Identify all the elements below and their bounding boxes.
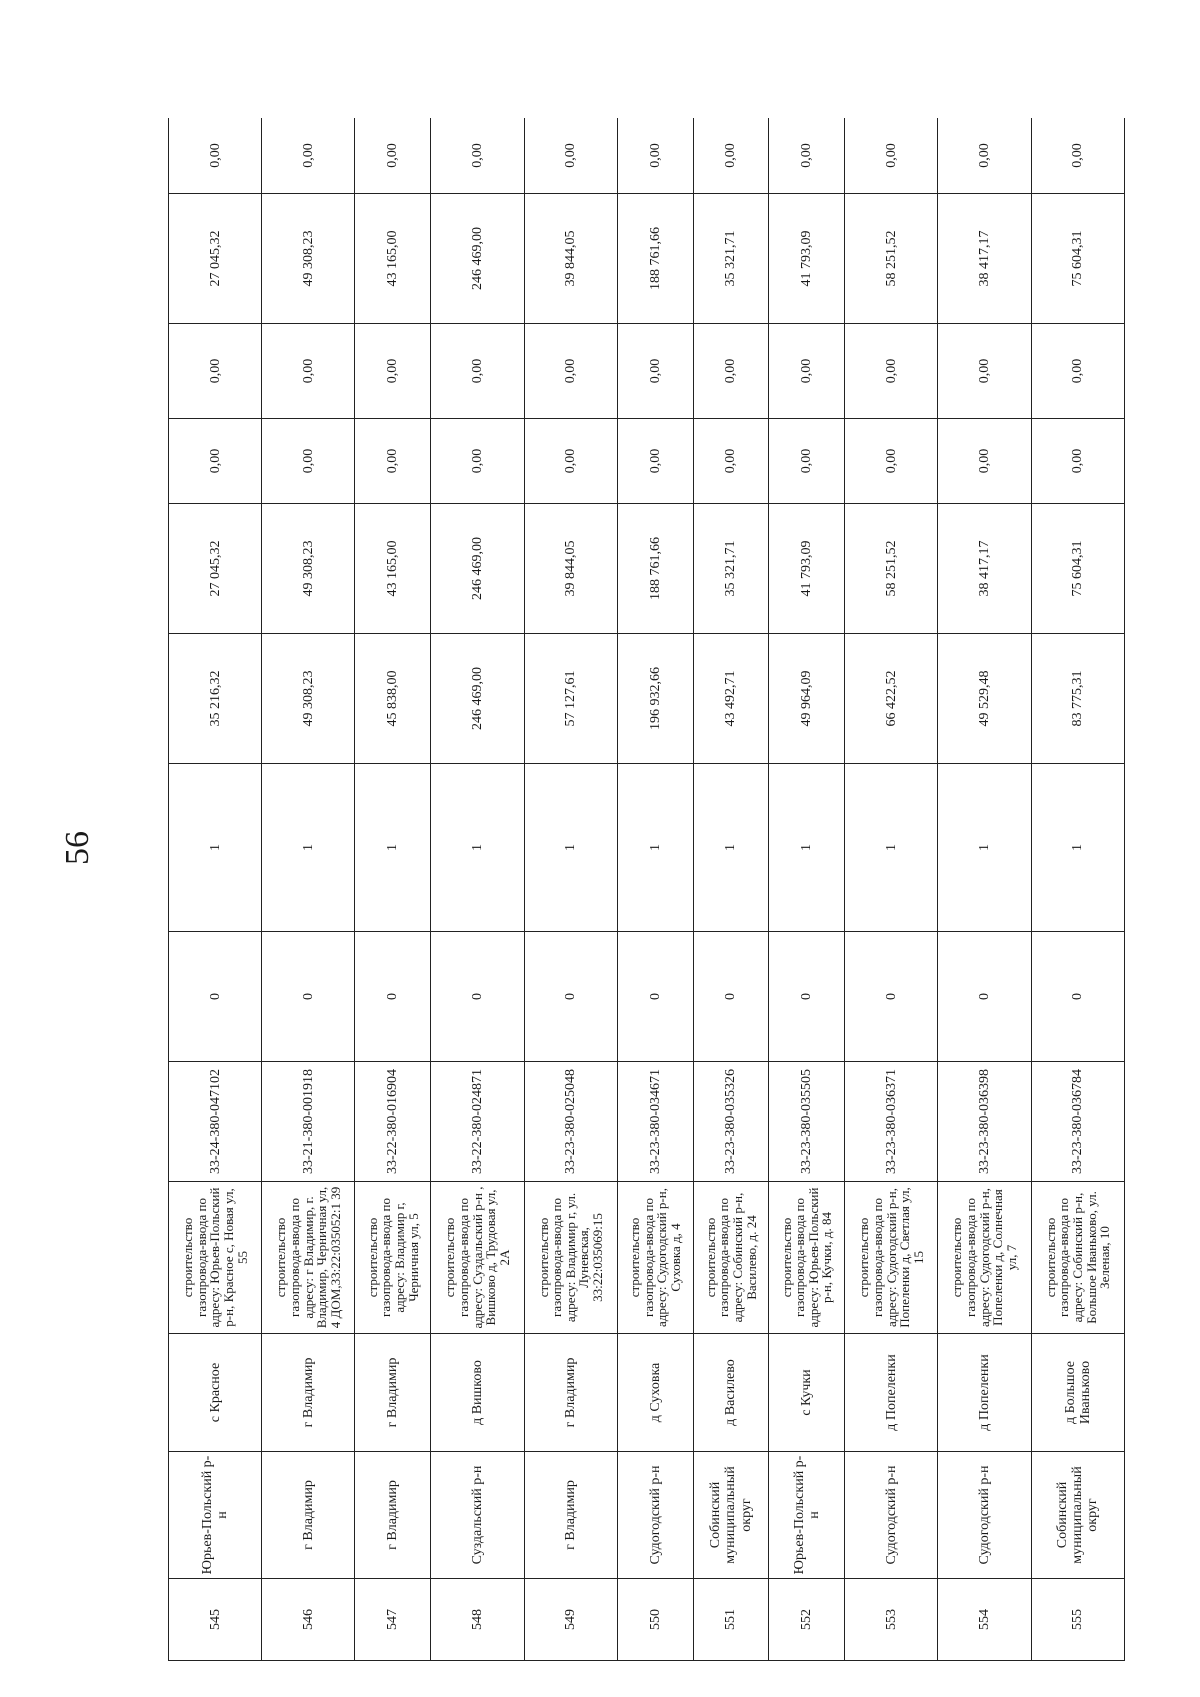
col9-value-cell: 41 793,09 [769, 504, 845, 634]
district-cell: Судогодский р-н [845, 1452, 938, 1579]
col6-value-cell: 0 [617, 932, 693, 1062]
col10-value-cell: 0,00 [617, 419, 693, 504]
col12-value-cell: 58 251,52 [845, 194, 938, 324]
district-cell: Суздальский р-н [431, 1452, 524, 1579]
description-cell: строительство газопровода-ввода по адресу: г Владимир, г. Владимир, Черничная ул, 4 ДОМ,33:22:035052:1 39 [262, 1182, 355, 1334]
col9-value-cell: 39 844,05 [524, 504, 617, 634]
row-number-cell: 548 [431, 1579, 524, 1661]
col11-value-cell: 0,00 [845, 324, 938, 419]
code-cell: 33-22-380-016904 [355, 1062, 431, 1182]
code-cell: 33-23-380-036784 [1031, 1062, 1124, 1182]
table-container [168, 118, 1125, 1661]
code-cell: 33-23-380-034671 [617, 1062, 693, 1182]
row-number-cell: 552 [769, 1579, 845, 1661]
locality-cell: д Большое Иваньково [1031, 1334, 1124, 1452]
col12-value-cell: 38 417,17 [938, 194, 1031, 324]
locality-cell: д Суховка [617, 1334, 693, 1452]
col11-value-cell: 0,00 [769, 324, 845, 419]
code-cell: 33-21-380-001918 [262, 1062, 355, 1182]
col13-value-cell: 0,00 [524, 118, 617, 194]
col7-value-cell: 1 [617, 764, 693, 932]
table-row [169, 118, 262, 1661]
col8-value-cell: 35 216,32 [169, 634, 262, 764]
locality-cell: г Владимир [524, 1334, 617, 1452]
col8-value-cell: 196 932,66 [617, 634, 693, 764]
col13-value-cell: 0,00 [769, 118, 845, 194]
col13-value-cell: 0,00 [169, 118, 262, 194]
col12-value-cell: 188 761,66 [617, 194, 693, 324]
code-cell: 33-23-380-036398 [938, 1062, 1031, 1182]
district-cell: Юрьев-Польский р-н [169, 1452, 262, 1579]
col6-value-cell: 0 [355, 932, 431, 1062]
col6-value-cell: 0 [693, 932, 769, 1062]
district-cell: Юрьев-Польский р-н [769, 1452, 845, 1579]
description-cell: строительство газопровода-ввода по адресу: Владимир г, Черничная ул, 5 [355, 1182, 431, 1334]
col8-value-cell: 83 775,31 [1031, 634, 1124, 764]
description-cell: строительство газопровода-ввода по адресу: Собинский р-н, Большое Иваньково, ул. Зеленая, 10 [1031, 1182, 1124, 1334]
col7-value-cell: 1 [431, 764, 524, 932]
page-number: 56 [59, 831, 96, 865]
col10-value-cell: 0,00 [845, 419, 938, 504]
description-cell: строительство газопровода-ввода по адресу: Юрьев-Польский р-н, Красное с, Новая ул, 55 [169, 1182, 262, 1334]
col10-value-cell: 0,00 [1031, 419, 1124, 504]
locality-cell: д Вишково [431, 1334, 524, 1452]
col10-value-cell: 0,00 [938, 419, 1031, 504]
col6-value-cell: 0 [169, 932, 262, 1062]
table-row [262, 118, 355, 1661]
table-row [1031, 118, 1124, 1661]
row-number-cell: 550 [617, 1579, 693, 1661]
col9-value-cell: 75 604,31 [1031, 504, 1124, 634]
col10-value-cell: 0,00 [262, 419, 355, 504]
col9-value-cell: 38 417,17 [938, 504, 1031, 634]
col13-value-cell: 0,00 [355, 118, 431, 194]
row-number-cell: 545 [169, 1579, 262, 1661]
row-number-cell: 547 [355, 1579, 431, 1661]
col6-value-cell: 0 [524, 932, 617, 1062]
col13-value-cell: 0,00 [617, 118, 693, 194]
district-cell: Собинский муниципальный округ [693, 1452, 769, 1579]
col12-value-cell: 75 604,31 [1031, 194, 1124, 324]
district-cell: г Владимир [524, 1452, 617, 1579]
col6-value-cell: 0 [845, 932, 938, 1062]
description-cell: строительство газопровода-ввода по адресу: Собинский р-н, Василево, д. 24 [693, 1182, 769, 1334]
code-cell: 33-23-380-025048 [524, 1062, 617, 1182]
col11-value-cell: 0,00 [693, 324, 769, 419]
district-cell: Судогодский р-н [617, 1452, 693, 1579]
col7-value-cell: 1 [355, 764, 431, 932]
col8-value-cell: 246 469,00 [431, 634, 524, 764]
col11-value-cell: 0,00 [355, 324, 431, 419]
locality-cell: с Кучки [769, 1334, 845, 1452]
col10-value-cell: 0,00 [355, 419, 431, 504]
col9-value-cell: 27 045,32 [169, 504, 262, 634]
col6-value-cell: 0 [938, 932, 1031, 1062]
col9-value-cell: 35 321,71 [693, 504, 769, 634]
row-number-cell: 546 [262, 1579, 355, 1661]
table-row [617, 118, 693, 1661]
code-cell: 33-23-380-035326 [693, 1062, 769, 1182]
code-cell: 33-24-380-047102 [169, 1062, 262, 1182]
col8-value-cell: 49 964,09 [769, 634, 845, 764]
col13-value-cell: 0,00 [693, 118, 769, 194]
col10-value-cell: 0,00 [693, 419, 769, 504]
col10-value-cell: 0,00 [769, 419, 845, 504]
col11-value-cell: 0,00 [431, 324, 524, 419]
data-table [168, 118, 1125, 1661]
col6-value-cell: 0 [769, 932, 845, 1062]
col13-value-cell: 0,00 [431, 118, 524, 194]
col9-value-cell: 58 251,52 [845, 504, 938, 634]
col9-value-cell: 246 469,00 [431, 504, 524, 634]
table-row [431, 118, 524, 1661]
col12-value-cell: 43 165,00 [355, 194, 431, 324]
col9-value-cell: 49 308,23 [262, 504, 355, 634]
district-cell: Судогодский р-н [938, 1452, 1031, 1579]
row-number-cell: 553 [845, 1579, 938, 1661]
col12-value-cell: 35 321,71 [693, 194, 769, 324]
row-number-cell: 551 [693, 1579, 769, 1661]
col12-value-cell: 39 844,05 [524, 194, 617, 324]
col10-value-cell: 0,00 [169, 419, 262, 504]
district-cell: Собинский муниципальный округ [1031, 1452, 1124, 1579]
locality-cell: г Владимир [355, 1334, 431, 1452]
col12-value-cell: 41 793,09 [769, 194, 845, 324]
col8-value-cell: 49 529,48 [938, 634, 1031, 764]
col13-value-cell: 0,00 [845, 118, 938, 194]
col7-value-cell: 1 [693, 764, 769, 932]
table-row [845, 118, 938, 1661]
col11-value-cell: 0,00 [938, 324, 1031, 419]
col11-value-cell: 0,00 [262, 324, 355, 419]
row-number-cell: 549 [524, 1579, 617, 1661]
code-cell: 33-22-380-024871 [431, 1062, 524, 1182]
description-cell: строительство газопровода-ввода по адресу: Судогодский р-н, Суховка д, 4 [617, 1182, 693, 1334]
col8-value-cell: 43 492,71 [693, 634, 769, 764]
row-number-cell: 555 [1031, 1579, 1124, 1661]
locality-cell: с Красное [169, 1334, 262, 1452]
description-cell: строительство газопровода-ввода по адресу: Владимир г, ул. Луневская, 33:22:035069:15 [524, 1182, 617, 1334]
description-cell: строительство газопровода-ввода по адресу: Суздальский р-н , Вишково д, Трудовая ул, 2А [431, 1182, 524, 1334]
col12-value-cell: 27 045,32 [169, 194, 262, 324]
description-cell: строительство газопровода-ввода по адресу: Судогодский р-н, Попеленки д, Солнечная ул, 7 [938, 1182, 1031, 1334]
table-row [693, 118, 769, 1661]
col7-value-cell: 1 [1031, 764, 1124, 932]
col11-value-cell: 0,00 [617, 324, 693, 419]
col13-value-cell: 0,00 [1031, 118, 1124, 194]
col6-value-cell: 0 [262, 932, 355, 1062]
col7-value-cell: 1 [769, 764, 845, 932]
col7-value-cell: 1 [524, 764, 617, 932]
table-body [169, 118, 1125, 1661]
col6-value-cell: 0 [1031, 932, 1124, 1062]
col8-value-cell: 45 838,00 [355, 634, 431, 764]
col7-value-cell: 1 [845, 764, 938, 932]
district-cell: г Владимир [355, 1452, 431, 1579]
row-number-cell: 554 [938, 1579, 1031, 1661]
code-cell: 33-23-380-036371 [845, 1062, 938, 1182]
col12-value-cell: 246 469,00 [431, 194, 524, 324]
locality-cell: д Попеленки [938, 1334, 1031, 1452]
table-row [769, 118, 845, 1661]
col8-value-cell: 49 308,23 [262, 634, 355, 764]
col10-value-cell: 0,00 [431, 419, 524, 504]
col10-value-cell: 0,00 [524, 419, 617, 504]
col7-value-cell: 1 [169, 764, 262, 932]
description-cell: строительство газопровода-ввода по адресу: Юрьев-Польский р-н, Кучки, д. 84 [769, 1182, 845, 1334]
col8-value-cell: 66 422,52 [845, 634, 938, 764]
col6-value-cell: 0 [431, 932, 524, 1062]
description-cell: строительство газопровода-ввода по адресу: Судогодский р-н, Попеленки д, Светлая ул, 15 [845, 1182, 938, 1334]
col9-value-cell: 43 165,00 [355, 504, 431, 634]
col7-value-cell: 1 [262, 764, 355, 932]
col11-value-cell: 0,00 [524, 324, 617, 419]
locality-cell: г Владимир [262, 1334, 355, 1452]
col8-value-cell: 57 127,61 [524, 634, 617, 764]
locality-cell: д Василево [693, 1334, 769, 1452]
code-cell: 33-23-380-035505 [769, 1062, 845, 1182]
col13-value-cell: 0,00 [938, 118, 1031, 194]
locality-cell: д Попеленки [845, 1334, 938, 1452]
table-row [355, 118, 431, 1661]
col7-value-cell: 1 [938, 764, 1031, 932]
table-row [938, 118, 1031, 1661]
col9-value-cell: 188 761,66 [617, 504, 693, 634]
table-row [524, 118, 617, 1661]
district-cell: г Владимир [262, 1452, 355, 1579]
col11-value-cell: 0,00 [169, 324, 262, 419]
rotated-table-frame [168, 118, 1125, 1661]
col12-value-cell: 49 308,23 [262, 194, 355, 324]
col11-value-cell: 0,00 [1031, 324, 1124, 419]
col13-value-cell: 0,00 [262, 118, 355, 194]
